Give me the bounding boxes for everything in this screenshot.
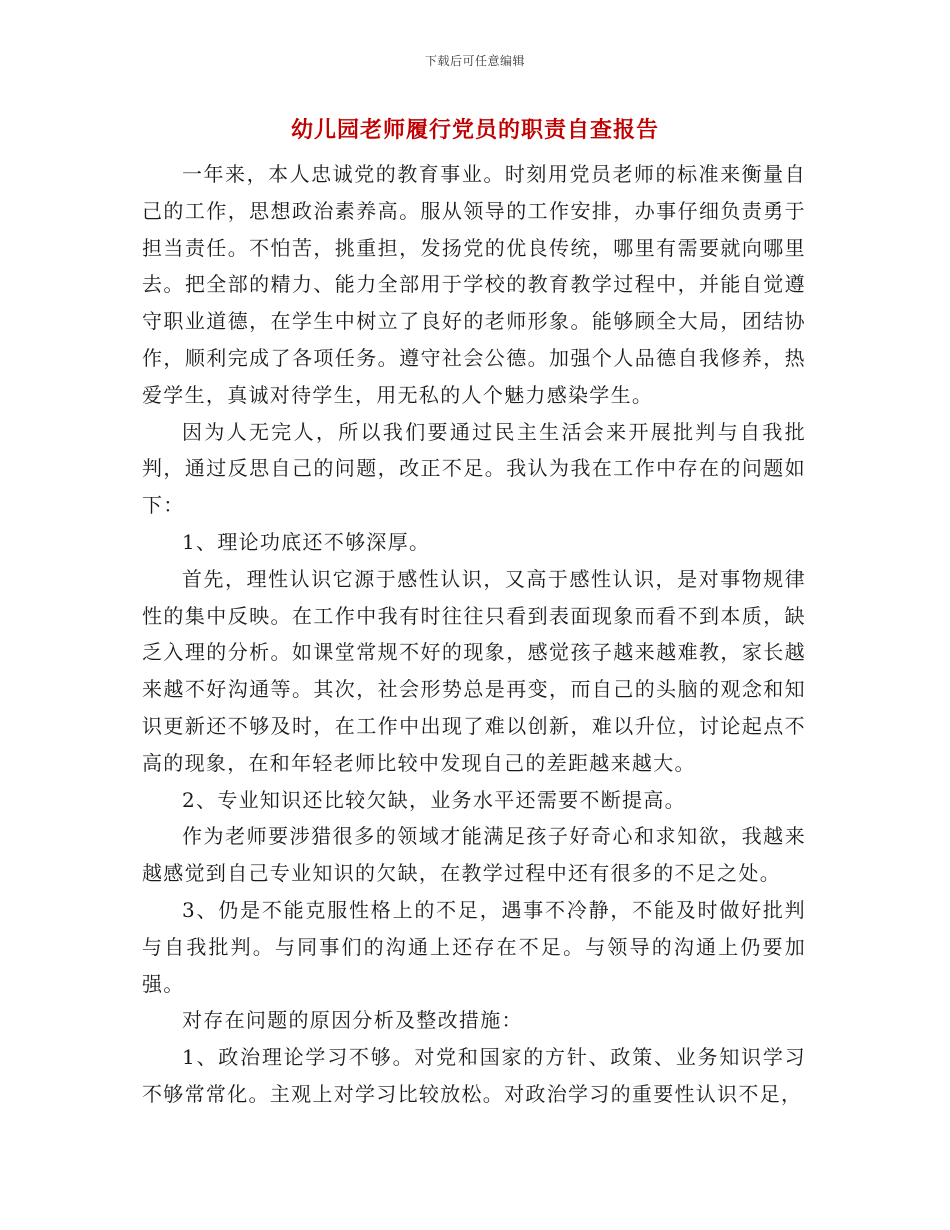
paragraph: 3、仍是不能克服性格上的不足，遇事不冷静，不能及时做好批判与自我批判。与同事们的沟通上还存在不足。与领导的沟通上仍要加强。 xyxy=(142,897,806,996)
paragraph: 对存在问题的原因分析及整改措施： xyxy=(182,1008,523,1033)
document-body xyxy=(142,156,806,1113)
paragraph: 首先，理性认识它源于感性认识，又高于感性认识，是对事物规律性的集中反映。在工作中我有时往往只看到表面现象而看不到本质，缺乏入理的分析。如课堂常规不好的现象，感觉孩子越来越难教，家长越来越不好沟通等。其次，社会形势总是再变，而自己的头脑的观念和知识更新还不够及时，在工作中出现了难以创新，难以升位，讨论起点不高的现象，在和年轻老师比较中发现自己的差距越来越大。 xyxy=(142,566,806,775)
header-note: 下载后可任意编辑 xyxy=(424,54,525,68)
document-title: 幼儿园老师履行党员的职责自查报告 xyxy=(290,117,659,143)
paragraph: 一年来，本人忠诚党的教育事业。时刻用党员老师的标准来衡量自己的工作，思想政治素养高。服从领导的工作安排，办事仔细负责勇于担当责任。不怕苦，挑重担，发扬党的优良传统，哪里有需要就向哪里去。把全部的精力、能力全部用于学校的教育教学过程中，并能自觉遵守职业道德，在学生中树立了良好的老师形象。能够顾全大局，团结协作，顺利完成了各项任务。遵守社会公德。加强个人品德自我修养，热爱学生，真诚对待学生，用无私的人个魅力感染学生。 xyxy=(142,162,806,407)
paragraph: 因为人无完人，所以我们要通过民主生活会来开展批判与自我批判，通过反思自己的问题，改正不足。我认为我在工作中存在的问题如下： xyxy=(142,419,806,518)
paragraph: 1、理论功底还不够深厚。 xyxy=(182,529,431,554)
paragraph: 2、专业知识还比较欠缺，业务水平还需要不断提高。 xyxy=(182,787,686,812)
paragraph: 作为老师要涉猎很多的领域才能满足孩子好奇心和求知欲，我越来越感觉到自己专业知识的欠缺，在教学过程中还有很多的不足之处。 xyxy=(142,824,806,886)
paragraph: 1、政治理论学习不够。对党和国家的方针、政策、业务知识学习不够常常化。主观上对学习比较放松。对政治学习的重要性认识不足， xyxy=(142,1045,806,1106)
